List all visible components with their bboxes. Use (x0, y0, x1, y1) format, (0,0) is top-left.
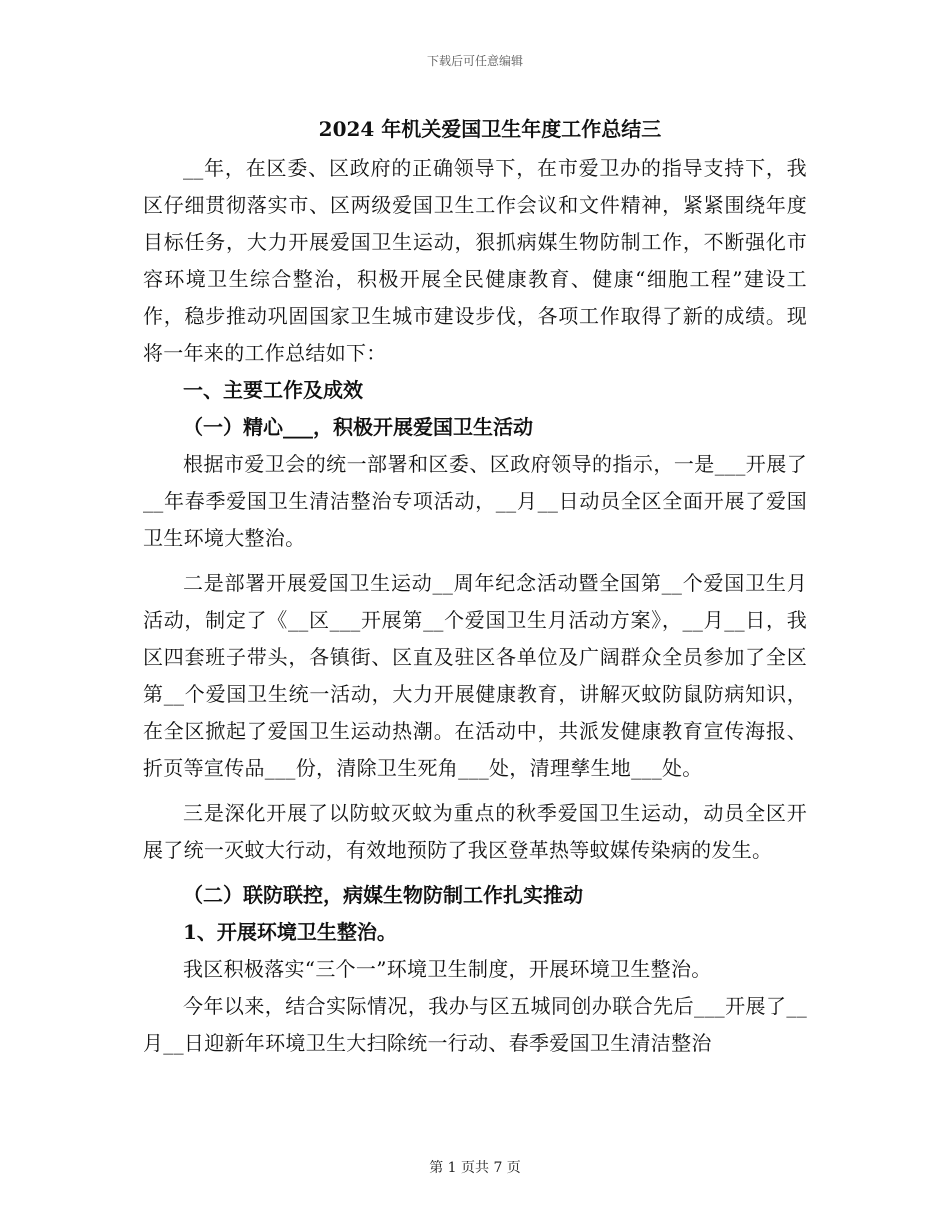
intro-paragraph: __年，在区委、区政府的正确领导下，在市爱卫办的指导支持下，我区仔细贯彻落实市、区两级爱国卫生工作会议和文件精神，紧紧围绕年度目标任务，大力开展爱国卫生运动，狠抓病媒生物防制工作，不断强化市容环境卫生综合整治，积极开展全民健康教育、健康“细胞工程”建设工作，稳步推动巩固国家卫生城市建设步伐，各项工作取得了新的成绩。现将一年来的工作总结如下： (143, 156, 807, 365)
paragraph-2: 二是部署开展爱国卫生运动__周年纪念活动暨全国第__个爱国卫生月活动，制定了《__区___开展第__个爱国卫生月活动方案》，__月__日，我区四套班子带头，各镇街、区直及驻区各单位及广阔群众全员参加了全区第__个爱国卫生统一活动，大力开展健康教育，讲解灭蚊防鼠防病知识，在全区掀起了爱国卫生运动热潮。在活动中，共派发健康教育宣传海报、折页等宣传品___份，清除卫生死角___处，清理孳生地___处。 (143, 571, 807, 780)
document-title: 2024 年机关爱国卫生年度工作总结三 (318, 117, 662, 141)
document-body (143, 114, 807, 1062)
paragraph-5: 今年以来，结合实际情况，我办与区五城同创办联合先后___开展了__月__日迎新年环境卫生大扫除统一行动、春季爱国卫生清洁整治 (143, 994, 807, 1055)
paragraph-4: 我区积极落实“三个一”环境卫生制度，开展环境卫生整治。 (183, 957, 712, 981)
page-footer: 第 1 页共 7 页 (429, 1160, 521, 1176)
sub1-heading: （一）精心___，积极开展爱国卫生活动 (183, 415, 533, 439)
item1-heading: 1、开展环境卫生整治。 (183, 920, 397, 944)
header-note: 下载后可任意编辑 (426, 54, 523, 68)
paragraph-1: 根据市爱卫会的统一部署和区委、区政府领导的指示，一是___开展了__年春季爱国卫生清洁整治专项活动，__月__日动员全区全面开展了爱国卫生环境大整治。 (143, 452, 807, 550)
section1-heading: 一、主要工作及成效 (183, 378, 363, 402)
sub2-heading: （二）联防联控，病媒生物防制工作扎实推动 (183, 883, 583, 907)
paragraph-3: 三是深化开展了以防蚊灭蚊为重点的秋季爱国卫生运动，动员全区开展了统一灭蚊大行动，有效地预防了我区登革热等蚊媒传染病的发生。 (143, 801, 807, 862)
